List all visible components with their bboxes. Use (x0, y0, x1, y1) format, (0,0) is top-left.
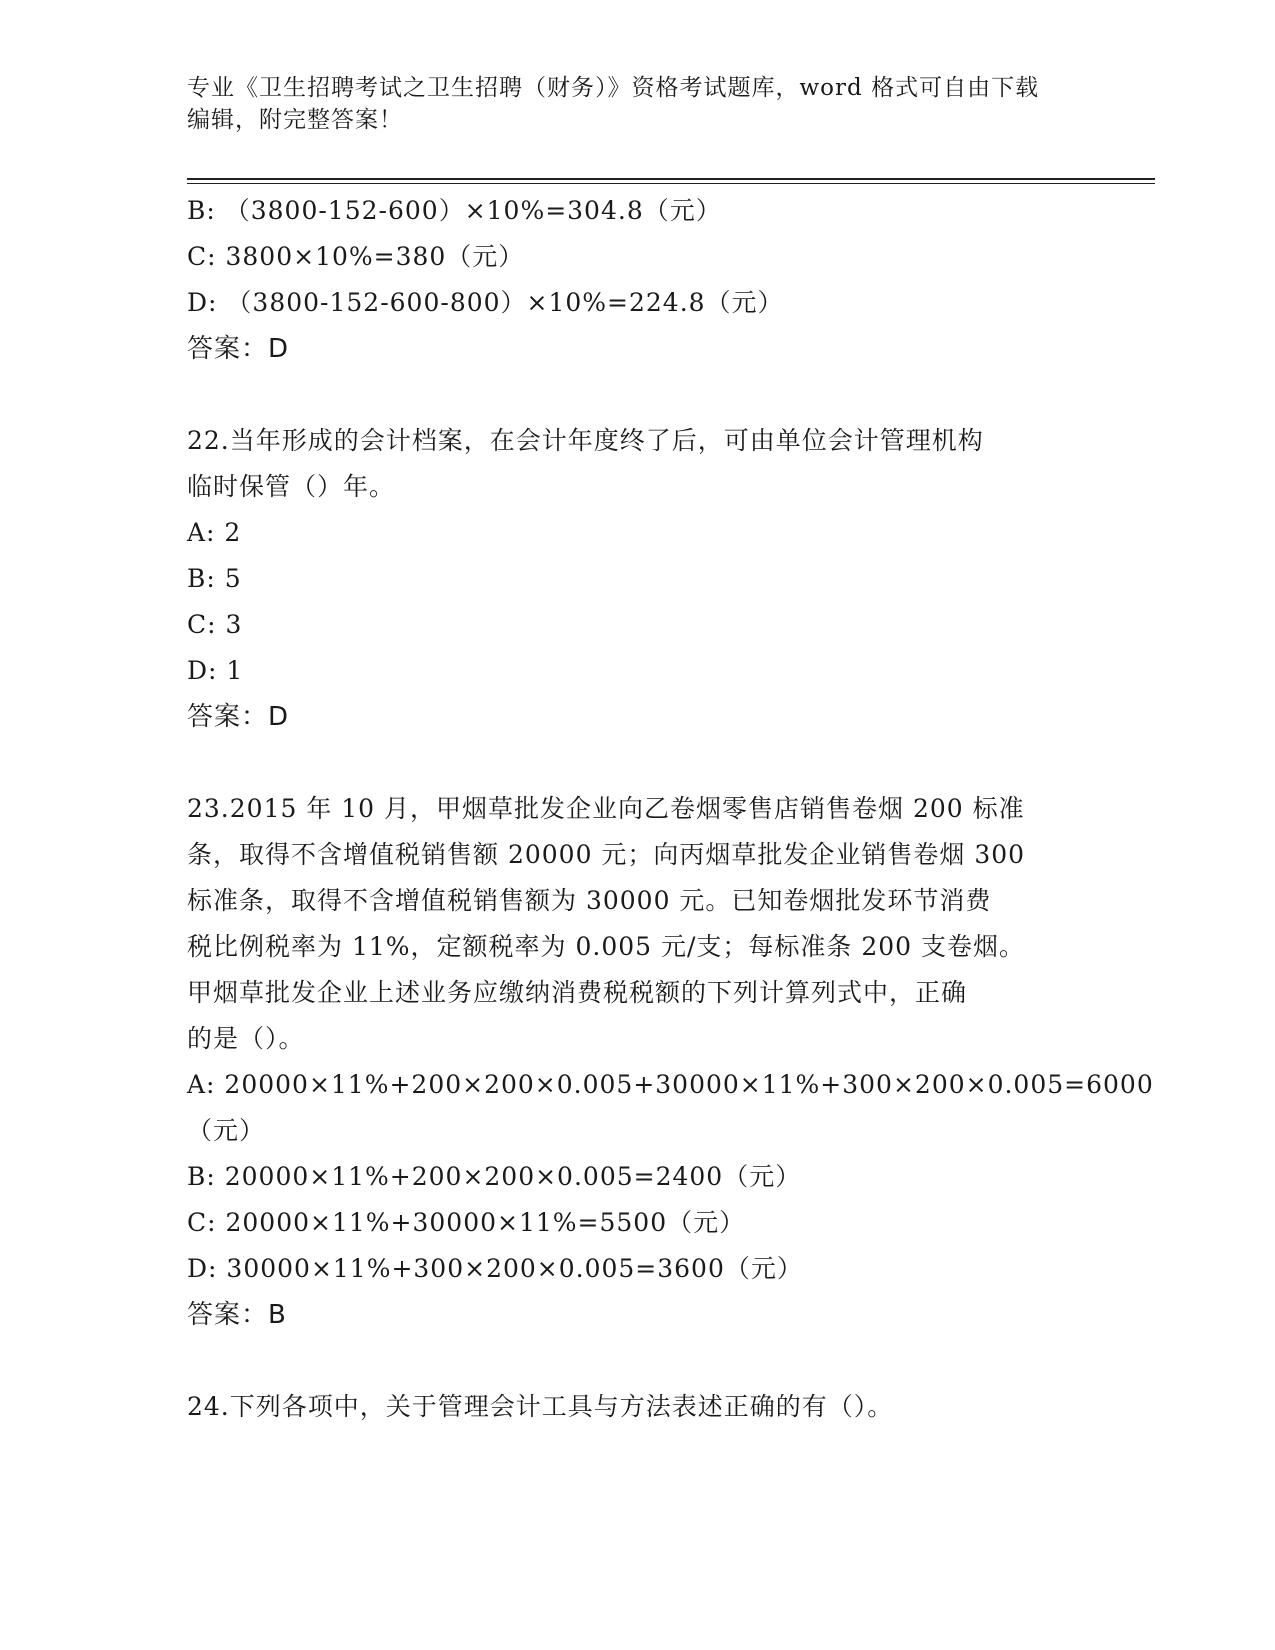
header-line-2: 编辑，附完整答案！ (187, 107, 403, 133)
prev-option-d: D: （3800-152-600-800）×10%=224.8（元） (187, 288, 784, 317)
q24-stem-line-1: 24.下列各项中，关于管理会计工具与方法表述正确的有（）。 (187, 1392, 894, 1421)
q23-stem-line-3: 标准条，取得不含增值税销售额为 30000 元。已知卷烟批发环节消费 (187, 886, 992, 915)
q23-answer: 答案：B (187, 1300, 287, 1330)
q22-stem-line-2: 临时保管（）年。 (187, 472, 396, 501)
q22-option-d: D: 1 (187, 656, 244, 685)
q23-stem-line-2: 条，取得不含增值税销售额 20000 元；向丙烟草批发企业销售卷烟 300 (187, 840, 1026, 869)
q23-option-a-line-1: A: 20000×11%+200×200×0.005+30000×11%+300×200×0.005=6000 (187, 1070, 1154, 1099)
q23-stem-line-1: 23.2015 年 10 月，甲烟草批发企业向乙卷烟零售店销售卷烟 200 标准 (187, 794, 1025, 823)
prev-option-b: B: （3800-152-600）×10%=304.8（元） (187, 196, 722, 225)
question-content (187, 188, 1154, 1430)
q23-stem-line-5: 甲烟草批发企业上述业务应缴纳消费税税额的下列计算列式中，正确 (187, 978, 968, 1007)
q22-option-a: A: 2 (187, 518, 242, 547)
prev-option-c: C: 3800×10%=380（元） (187, 242, 525, 271)
q22-answer: 答案：D (187, 702, 290, 732)
spacer (187, 372, 1087, 418)
q23-option-a-line-2: （元） (187, 1116, 266, 1145)
header-divider-thin (187, 183, 1155, 184)
prev-answer: 答案：D (187, 334, 290, 364)
q23-stem-line-4: 税比例税率为 11%，定额税率为 0.005 元/支；每标准条 200 支卷烟。 (187, 932, 1026, 961)
q22-option-c: C: 3 (187, 610, 243, 639)
q22-option-b: B: 5 (187, 564, 242, 593)
document-header (187, 72, 1087, 136)
q23-stem-line-6: 的是（）。 (187, 1024, 305, 1053)
header-line-1: 专业《卫生招聘考试之卫生招聘（财务）》资格考试题库，word 格式可自由下载 (187, 75, 1040, 101)
q23-option-d: D: 30000×11%+300×200×0.005=3600（元） (187, 1254, 803, 1283)
q22-stem-line-1: 22.当年形成的会计档案，在会计年度终了后，可由单位会计管理机构 (187, 426, 984, 455)
spacer (187, 740, 1087, 786)
q23-option-c: C: 20000×11%+30000×11%=5500（元） (187, 1208, 746, 1237)
header-divider-thick (187, 178, 1155, 180)
q23-option-b: B: 20000×11%+200×200×0.005=2400（元） (187, 1162, 802, 1191)
spacer (187, 1338, 1087, 1384)
